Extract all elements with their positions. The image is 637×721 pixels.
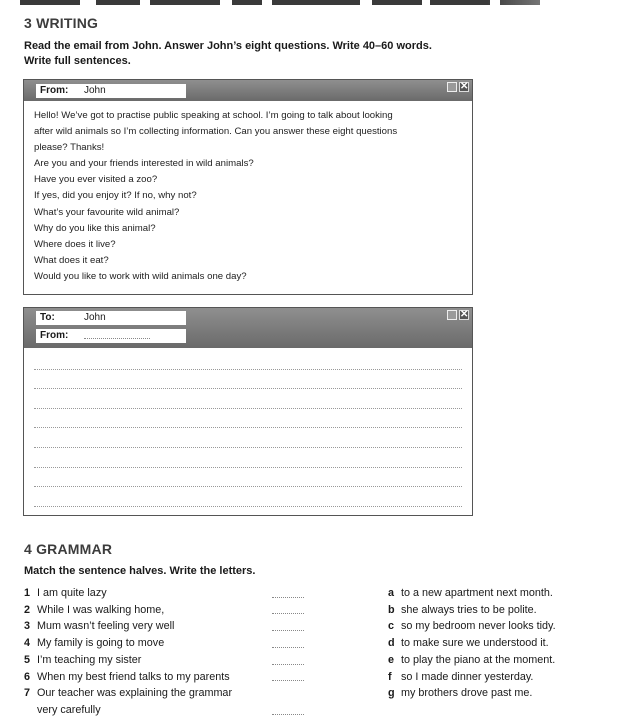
- item-text: While I was walking home,: [37, 603, 165, 616]
- answer-blank[interactable]: [272, 646, 304, 648]
- item-number: 4: [24, 637, 31, 650]
- answer-line[interactable]: [34, 409, 462, 429]
- ending-text: so my bedroom never looks tidy.: [401, 620, 556, 633]
- email-window-controls: [447, 82, 469, 92]
- list-item: [388, 618, 628, 635]
- ending-letter: a: [388, 587, 395, 599]
- reply-window: [23, 307, 473, 516]
- item-text: When my best friend talks to my parents: [37, 670, 230, 683]
- item-number: 7: [24, 687, 31, 700]
- sentence-endings: [388, 585, 628, 702]
- list-item: [24, 635, 324, 652]
- ending-text: to a new apartment next month.: [401, 587, 553, 599]
- list-item: [388, 669, 628, 686]
- email-question: What does it eat?: [34, 254, 109, 266]
- item-number: 1: [24, 587, 31, 599]
- item-text: Our teacher was explaining the grammar: [37, 687, 233, 700]
- email-question: Have you ever visited a zoo?: [34, 174, 158, 186]
- ending-text: to make sure we understood it.: [401, 637, 549, 650]
- item-text: Mum wasn’t feeling very well: [37, 620, 175, 633]
- answer-blank[interactable]: [272, 713, 304, 715]
- writing-instruction-line-1: Read the email from John. Answer John’s eight questions. Write 40–60 words.: [24, 40, 432, 52]
- answer-line[interactable]: [34, 428, 462, 448]
- answer-blank[interactable]: [272, 612, 304, 614]
- ending-text: my brothers drove past me.: [401, 687, 533, 700]
- list-item: [388, 635, 628, 652]
- list-item: [24, 685, 324, 702]
- ending-letter: b: [388, 603, 395, 616]
- answer-blank[interactable]: [272, 596, 304, 598]
- minimize-icon: [447, 310, 457, 320]
- list-item: [24, 618, 324, 635]
- ending-text: to play the piano at the moment.: [401, 653, 556, 666]
- previous-page-edge: [0, 0, 637, 9]
- writing-title: 3 WRITING: [24, 15, 99, 31]
- email-question: Would you like to work with wild animals one day?: [34, 270, 247, 282]
- list-item: [388, 585, 628, 602]
- list-item: [388, 652, 628, 669]
- email-line: after wild animals so I’m collecting information. Can you answer these eight questions: [34, 126, 398, 138]
- email-body: [34, 108, 464, 285]
- email-line: Hello! We’ve got to practise public speaking at school. I’m going to talk about looking: [34, 110, 393, 121]
- writing-instruction: [24, 39, 432, 69]
- ending-letter: g: [388, 687, 395, 700]
- ending-letter: f: [388, 670, 392, 683]
- list-item: [388, 685, 628, 702]
- reply-writing-area[interactable]: [34, 350, 462, 507]
- writing-instruction-line-2: Write full sentences.: [24, 55, 131, 67]
- answer-line[interactable]: [34, 350, 462, 370]
- reply-titlebar: [24, 308, 472, 348]
- item-text: My family is going to move: [37, 637, 165, 650]
- list-item: [388, 602, 628, 619]
- list-item: [24, 602, 324, 619]
- item-text: I’m teaching my sister: [37, 653, 142, 666]
- answer-blank[interactable]: [272, 663, 304, 665]
- answer-line[interactable]: [34, 487, 462, 507]
- reply-from-blank[interactable]: [84, 329, 150, 339]
- close-icon: ✕: [460, 81, 469, 92]
- item-text: I am quite lazy: [37, 587, 107, 599]
- minimize-icon: [447, 82, 457, 92]
- list-item: [24, 669, 324, 686]
- email-titlebar: [24, 80, 472, 101]
- answer-line[interactable]: [34, 448, 462, 468]
- item-number: 2: [24, 603, 31, 616]
- email-question: Are you and your friends interested in wild animals?: [34, 158, 254, 170]
- to-field: [36, 311, 186, 325]
- reply-from-label: From:: [40, 330, 69, 341]
- ending-text: so I made dinner yesterday.: [401, 670, 534, 683]
- email-question: What’s your favourite wild animal?: [34, 206, 180, 218]
- ending-letter: e: [388, 653, 395, 666]
- from-label: From:: [40, 85, 69, 96]
- email-question: Where does it live?: [34, 238, 116, 250]
- answer-line[interactable]: [34, 389, 462, 409]
- to-label: To:: [40, 312, 55, 323]
- ending-letter: c: [388, 620, 395, 633]
- email-question: If yes, did you enjoy it? If no, why not?: [34, 190, 197, 202]
- item-number: 3: [24, 620, 31, 633]
- grammar-instruction: Match the sentence halves. Write the letters.: [24, 565, 256, 577]
- list-item: [24, 702, 324, 719]
- answer-blank[interactable]: [272, 629, 304, 631]
- item-number: [24, 702, 37, 719]
- to-value: John: [84, 312, 106, 323]
- answer-blank[interactable]: [272, 679, 304, 681]
- reply-window-controls: [447, 310, 469, 320]
- email-window: [23, 79, 473, 295]
- from-field: [36, 84, 186, 98]
- answer-line[interactable]: [34, 370, 462, 390]
- ending-letter: d: [388, 637, 395, 650]
- grammar-title: 4 GRAMMAR: [24, 541, 113, 557]
- list-item: [24, 652, 324, 669]
- close-icon: ✕: [460, 309, 469, 320]
- answer-line[interactable]: [34, 468, 462, 488]
- email-question: Why do you like this animal?: [34, 222, 156, 234]
- reply-from-field[interactable]: [36, 329, 186, 343]
- email-line: please? Thanks!: [34, 142, 105, 154]
- list-item: [24, 585, 324, 602]
- item-text: very carefully: [37, 703, 101, 716]
- ending-text: she always tries to be polite.: [401, 603, 537, 616]
- from-value: John: [84, 85, 106, 96]
- item-number: 5: [24, 653, 31, 666]
- item-number: 6: [24, 670, 31, 683]
- sentence-beginnings: [24, 585, 324, 719]
